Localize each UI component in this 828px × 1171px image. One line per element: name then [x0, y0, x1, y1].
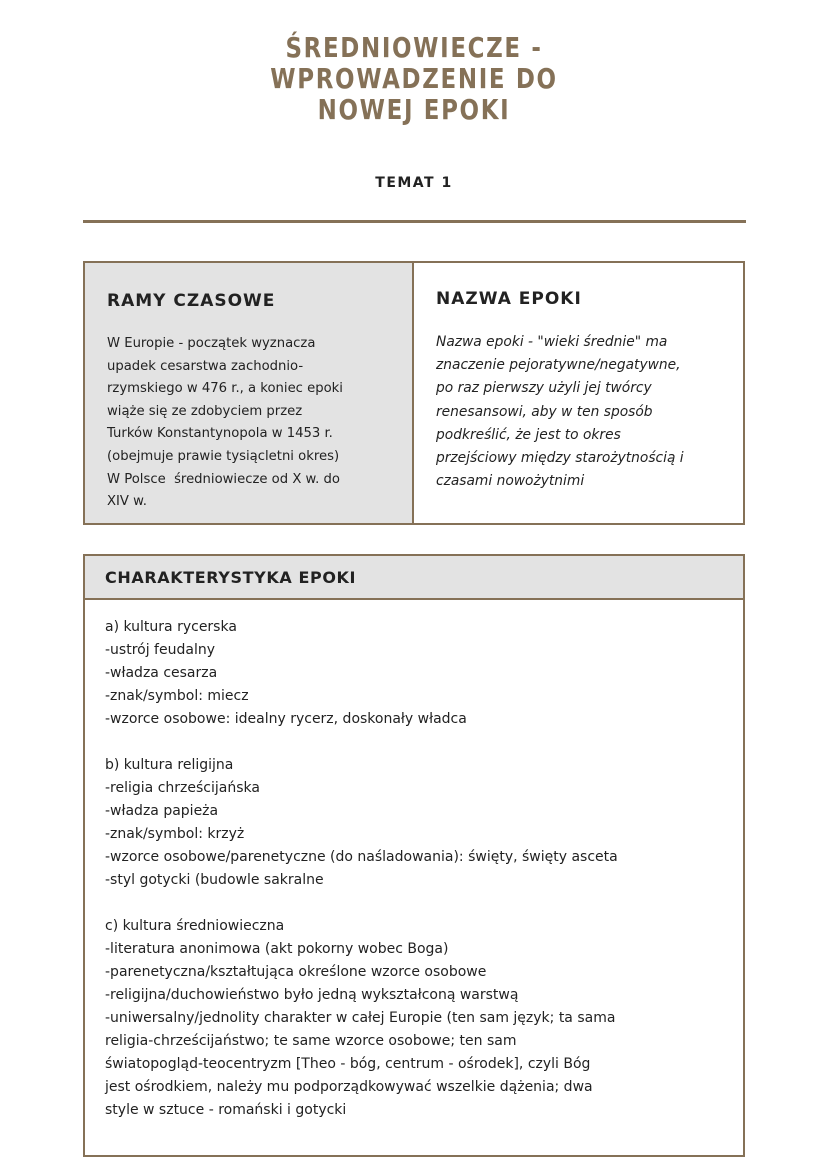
list-item: -styl gotycki (budowle sakralne [105, 872, 324, 888]
text-line: podkreślić, że jest to okres [436, 426, 621, 443]
divider [83, 220, 746, 223]
text-line: upadek cesarstwa zachodnio- [107, 358, 304, 374]
text-line: Turków Konstantynopola w 1453 r. [107, 426, 333, 442]
text-line: W Polsce średniowiecze od X w. do [107, 471, 340, 487]
list-item: -parenetyczna/kształtująca określone wzorce osobowe [105, 964, 487, 980]
list-item: -uniwersalny/jednolity charakter w całej Europie (ten sam język; ta sama [105, 1010, 616, 1026]
text-line: XIV w. [107, 494, 147, 510]
text-line: wiąże się ze zdobyciem przez [107, 403, 303, 419]
time-frame-heading: RAMY CZASOWE [107, 291, 276, 311]
text-line: czasami nowożytnimi [436, 473, 585, 490]
text-line: znaczenie pejoratywne/negatywne, [436, 357, 681, 374]
list-item: b) kultura religijna [105, 757, 234, 773]
spacer [105, 892, 723, 915]
list-item: religia-chrześcijaństwo; te same wzorce osobowe; ten sam [105, 1033, 517, 1049]
list-item: -znak/symbol: miecz [105, 688, 249, 704]
page-title [75, 32, 754, 125]
list-item: jest ośrodkiem, należy mu podporządkowywać wszelkie dążenia; dwa [105, 1079, 593, 1095]
characteristics-body [85, 600, 743, 1122]
characteristics-heading: CHARAKTERYSTYKA EPOKI [85, 556, 743, 600]
text-line: rzymskiego w 476 r., a koniec epoki [107, 381, 343, 397]
epoch-name-heading: NAZWA EPOKI [436, 289, 582, 309]
page-title-line-2: WPROWADZENIE DO [270, 62, 558, 95]
epoch-name-text [436, 331, 725, 493]
text-line: renesansowi, aby w ten sposób [436, 403, 653, 420]
spacer [105, 731, 723, 754]
list-item: -ustrój feudalny [105, 642, 215, 658]
page-title-line-3: NOWEJ EPOKI [317, 93, 511, 126]
text-line: po raz pierwszy użyli jej twórcy [436, 380, 652, 397]
time-frame-text [107, 333, 392, 514]
page-title-line-1: ŚREDNIOWIECZE - [285, 31, 543, 64]
time-frame-panel [85, 263, 414, 523]
text-line: Nazwa epoki - "wieki średnie" ma [436, 334, 668, 350]
list-item: -władza cesarza [105, 665, 218, 681]
list-item: -wzorce osobowe/parenetyczne (do naśladowania): święty, święty asceta [105, 849, 618, 865]
characteristics-box [83, 554, 745, 1157]
info-box [83, 261, 745, 525]
list-item: -religia chrześcijańska [105, 780, 260, 796]
list-item: style w sztuce - romański i gotycki [105, 1102, 347, 1118]
list-item: -literatura anonimowa (akt pokorny wobec Boga) [105, 941, 449, 957]
list-item: a) kultura rycerska [105, 619, 237, 635]
topic-label: TEMAT 1 [375, 175, 453, 191]
list-item: -władza papieża [105, 803, 219, 819]
list-item: c) kultura średniowieczna [105, 918, 285, 934]
text-line: W Europie - początek wyznacza [107, 336, 316, 351]
list-item: światopogląd-teocentryzm [Theo - bóg, centrum - ośrodek], czyli Bóg [105, 1056, 591, 1072]
list-item: -wzorce osobowe: idealny rycerz, doskonały władca [105, 711, 467, 727]
list-item: -znak/symbol: krzyż [105, 826, 245, 842]
epoch-name-panel [414, 263, 743, 523]
text-line: przejściowy między starożytnością i [436, 450, 684, 467]
list-item: -religijna/duchowieństwo było jedną wykształconą warstwą [105, 987, 519, 1003]
text-line: (obejmuje prawie tysiącletni okres) [107, 448, 340, 464]
